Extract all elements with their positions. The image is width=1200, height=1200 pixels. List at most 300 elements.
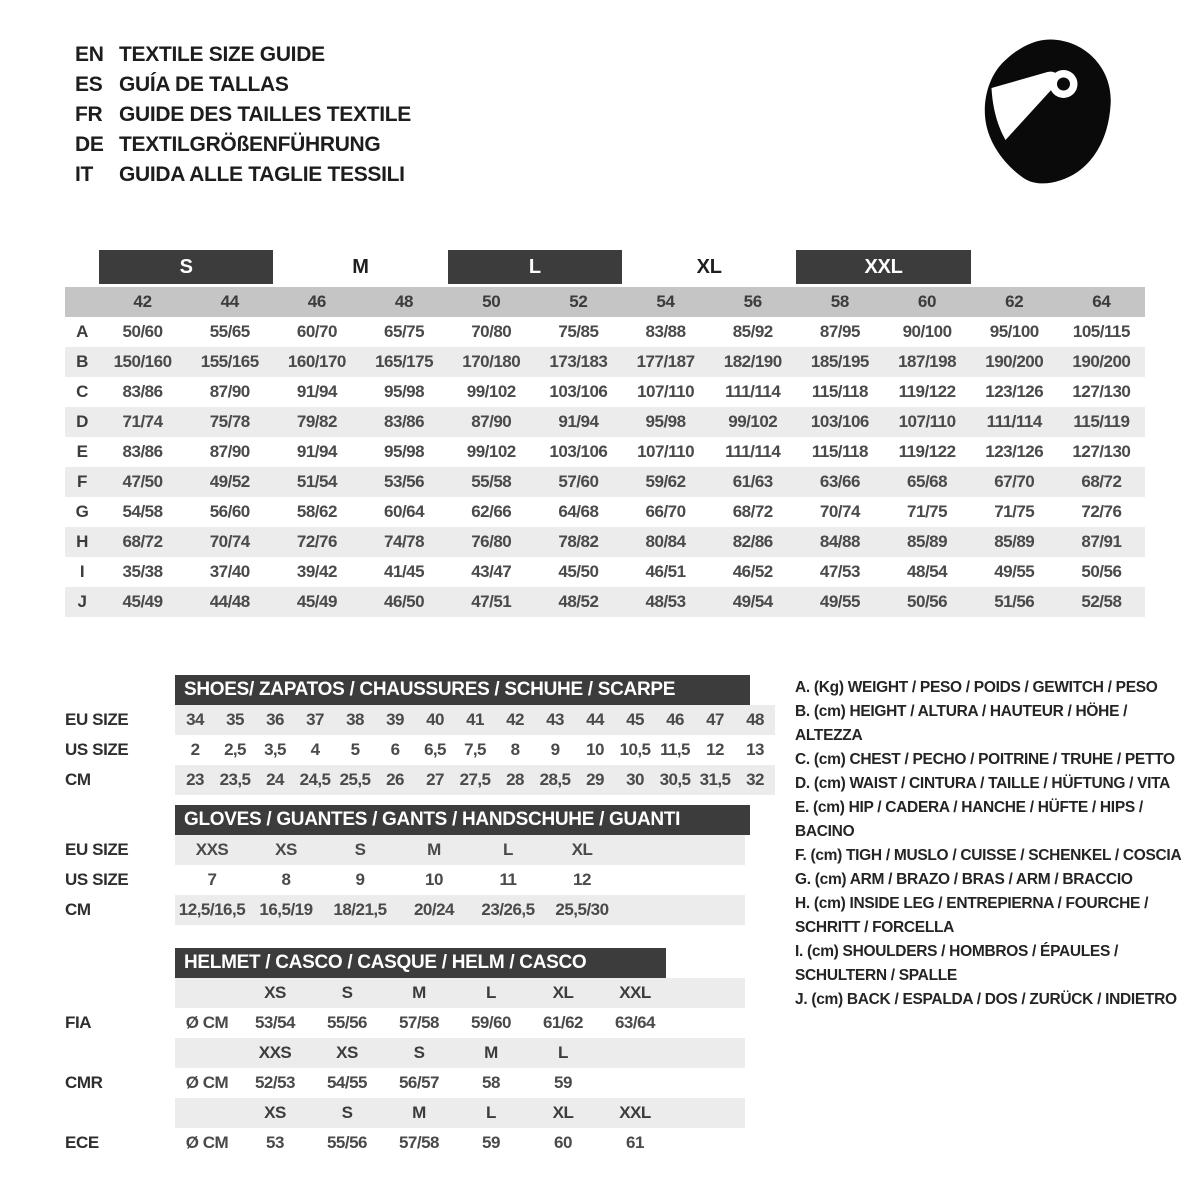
table-cell: 45/49 — [296, 592, 337, 611]
legend-item: J. (cm) BACK / ESPALDA / DOS / ZURÜCK / INDIETRO — [795, 991, 1177, 1008]
table-cell: 49/54 — [732, 592, 773, 611]
table-cell: 37 — [306, 710, 324, 729]
band-cells — [175, 740, 775, 760]
table-cell: 59/62 — [645, 472, 686, 491]
table-cell: 11 — [499, 870, 517, 889]
size-group-spacer — [971, 250, 1058, 284]
band — [175, 1038, 745, 1068]
size-group-header-row — [65, 250, 1145, 284]
helmet-standard-row-fia — [65, 1008, 1165, 1038]
table-cell: 53/56 — [384, 472, 425, 491]
table-cell: 45/49 — [122, 592, 163, 611]
measurement-row-d — [65, 407, 1145, 437]
table-cell: L — [503, 840, 513, 859]
table-cell: 31,5 — [699, 770, 731, 789]
table-cell: 46/52 — [732, 562, 773, 581]
table-cell: XXS — [195, 840, 229, 859]
table-cell: XXL — [619, 983, 651, 1002]
table-cell: 60/64 — [384, 502, 425, 521]
row-label: ECE — [65, 1133, 99, 1152]
table-cell: S — [354, 840, 366, 859]
table-cell: 41/45 — [384, 562, 425, 581]
numeric-size-header: 58 — [830, 292, 850, 311]
table-cell: 55/58 — [471, 472, 512, 491]
table-cell: 25,5 — [339, 770, 371, 789]
table-cell: 87/90 — [209, 382, 250, 401]
row-letter: B — [76, 352, 88, 371]
table-cell: 115/118 — [811, 382, 868, 401]
row-letter: D — [76, 412, 88, 431]
table-cell: XS — [264, 983, 286, 1002]
table-cell: 64/68 — [558, 502, 599, 521]
helmet-size-row — [65, 1038, 1165, 1068]
table-cell: 30 — [626, 770, 644, 789]
row-label: US SIZE — [65, 740, 129, 759]
table-cell: 59 — [482, 1133, 500, 1152]
numeric-size-header: 64 — [1092, 292, 1111, 311]
table-cell: 28 — [506, 770, 524, 789]
table-cell: 72/76 — [296, 532, 337, 551]
table-cell: M — [484, 1043, 498, 1062]
row-letter: F — [77, 472, 87, 491]
table-cell: 107/110 — [898, 412, 956, 431]
table-cell: 2 — [190, 740, 200, 759]
table-cell: 35 — [226, 710, 244, 729]
table-cell: 160/170 — [287, 352, 346, 371]
row-label — [65, 1038, 175, 1068]
numeric-size-header: 50 — [482, 292, 501, 311]
table-cell: L — [486, 983, 496, 1002]
table-cell: 32 — [746, 770, 764, 789]
table-cell: XL — [552, 1103, 574, 1122]
table-cell: 3,5 — [264, 740, 286, 759]
table-cell: 34 — [186, 710, 204, 729]
table-cell: 91/94 — [296, 382, 337, 401]
band — [175, 1128, 745, 1158]
table-cell: 44/48 — [209, 592, 250, 611]
table-cell: 95/98 — [384, 442, 425, 461]
legend-item: F. (cm) TIGH / MUSLO / CUISSE / SCHENKEL / COSCIA — [795, 847, 1182, 864]
table-cell: 59/60 — [470, 1013, 512, 1032]
legend-item: I. (cm) SHOULDERS / HOMBROS / ÉPAULES / SCHULTERN / SPALLE — [795, 943, 1119, 984]
measurement-row-e — [65, 437, 1145, 467]
table-cell: XS — [264, 1103, 286, 1122]
table-cell: XS — [275, 840, 297, 859]
table-cell: 85/89 — [907, 532, 948, 551]
numeric-size-header-row — [65, 287, 1145, 317]
table-cell: 95/98 — [384, 382, 425, 401]
numeric-size-header: 52 — [569, 292, 588, 311]
table-cell — [599, 1073, 671, 1093]
table-cell: 60/70 — [296, 322, 337, 341]
table-cell: 87/91 — [1081, 532, 1122, 551]
legend-item: E. (cm) HIP / CADERA / HANCHE / HÜFTE / HIPS / BACINO — [795, 799, 1143, 840]
row-label: EU SIZE — [65, 840, 129, 859]
table-cell: 10,5 — [619, 740, 651, 759]
table-cell: 61/63 — [732, 472, 773, 491]
unit-cell: Ø CM — [185, 1073, 229, 1092]
table-cell: 6,5 — [424, 740, 446, 759]
helmet-size-row — [65, 1098, 1165, 1128]
row-letter: I — [79, 562, 85, 581]
table-cell: 83/86 — [122, 442, 163, 461]
table-cell: 99/102 — [466, 442, 516, 461]
language-title-block — [75, 40, 411, 190]
table-cell: 10 — [425, 870, 443, 889]
language-row — [75, 70, 411, 100]
table-cell: 127/130 — [1072, 442, 1131, 461]
guide-title: GUÍA DE TALLAS — [119, 73, 289, 96]
table-cell: 9 — [355, 870, 365, 889]
table-cell: 65/75 — [384, 322, 425, 341]
legend-item: A. (Kg) WEIGHT / PESO / POIDS / GEWITCH / PESO — [795, 679, 1158, 696]
table-cell: 57/58 — [398, 1013, 440, 1032]
table-cell: 46/51 — [645, 562, 686, 581]
table-cell: S — [341, 1103, 353, 1122]
row-label — [65, 978, 175, 1008]
table-cell: 66/70 — [645, 502, 686, 521]
unit-cell: Ø CM — [185, 1133, 229, 1152]
legend-item: D. (cm) WAIST / CINTURA / TAILLE / HÜFTUNG / VITA — [795, 775, 1171, 792]
table-cell: 68/72 — [732, 502, 773, 521]
table-cell: 12,5/16,5 — [178, 900, 246, 919]
language-row — [75, 100, 411, 130]
table-cell: 49/52 — [209, 472, 250, 491]
table-cell: 87/95 — [819, 322, 860, 341]
table-cell: 83/88 — [645, 322, 686, 341]
measurement-rows — [65, 317, 1145, 617]
size-group-xxl: XXL — [796, 250, 970, 284]
legend-item: C. (cm) CHEST / PECHO / POITRINE / TRUHE / PETTO — [795, 751, 1175, 768]
table-cell: 57/60 — [558, 472, 599, 491]
table-cell: 55/56 — [326, 1133, 368, 1152]
table-cell: 44 — [586, 710, 604, 729]
table-cell: 39 — [386, 710, 404, 729]
measurement-row-f — [65, 467, 1145, 497]
table-cell: M — [412, 1103, 426, 1122]
band — [175, 1008, 745, 1038]
numeric-size-header: 60 — [917, 292, 937, 311]
table-cell: 90/100 — [902, 322, 952, 341]
band — [175, 1098, 745, 1128]
language-row — [75, 40, 411, 70]
table-cell: 49/55 — [994, 562, 1035, 581]
table-cell: 87/90 — [209, 442, 250, 461]
band-cells — [175, 770, 775, 790]
table-cell: 74/78 — [384, 532, 425, 551]
language-code: DE — [75, 133, 104, 156]
row-label: FIA — [65, 1013, 92, 1032]
table-cell: M — [412, 983, 426, 1002]
table-cell: 70/74 — [209, 532, 250, 551]
table-cell: 119/122 — [898, 382, 956, 401]
table-cell: 165/175 — [375, 352, 434, 371]
table-cell: 68/72 — [1081, 472, 1122, 491]
table-cell: 95/98 — [645, 412, 686, 431]
table-cell: 61/62 — [542, 1013, 584, 1032]
table-cell: 51/56 — [994, 592, 1035, 611]
table-cell: 78/82 — [558, 532, 599, 551]
helmet-standard-row-ece — [65, 1128, 1165, 1158]
table-cell: 51/54 — [296, 472, 337, 491]
guide-title: TEXTILGRÖßENFÜHRUNG — [119, 133, 381, 156]
table-cell: 83/86 — [122, 382, 163, 401]
table-cell: 59 — [554, 1073, 572, 1092]
table-cell: 70/74 — [819, 502, 860, 521]
numeric-size-header: 46 — [307, 292, 327, 311]
table-cell: 72/76 — [1081, 502, 1122, 521]
table-cell: 107/110 — [637, 442, 695, 461]
table-cell: 103/106 — [549, 442, 608, 461]
guide-title: TEXTILE SIZE GUIDE — [119, 43, 325, 66]
band-cells — [175, 983, 671, 1003]
table-cell: 8 — [510, 740, 520, 759]
table-cell: 23/26,5 — [481, 900, 535, 919]
row-label: US SIZE — [65, 870, 129, 889]
table-cell: 56/60 — [209, 502, 250, 521]
table-cell: 60 — [554, 1133, 572, 1152]
table-cell: 54/58 — [122, 502, 163, 521]
table-cell: 95/100 — [989, 322, 1039, 341]
table-cell: 79/82 — [296, 412, 337, 431]
helmet-title-bar: HELMET / CASCO / CASQUE / HELM / CASCO — [175, 948, 666, 978]
table-cell: 35/38 — [122, 562, 163, 581]
table-cell: M — [427, 840, 441, 859]
band — [175, 705, 775, 735]
row-letter: G — [75, 502, 89, 521]
row-label: CMR — [65, 1073, 103, 1092]
table-cell: 46 — [666, 710, 684, 729]
table-cell: 47/53 — [819, 562, 860, 581]
table-cell: 85/92 — [732, 322, 773, 341]
table-cell: 150/160 — [113, 352, 172, 371]
table-cell: 40 — [426, 710, 444, 729]
band-cells — [175, 900, 619, 920]
band-cells — [175, 870, 619, 890]
table-cell: 42 — [506, 710, 524, 729]
table-cell: 55/56 — [326, 1013, 368, 1032]
table-cell: 115/119 — [1073, 412, 1130, 431]
language-code: FR — [75, 103, 103, 126]
table-cell: 18/21,5 — [333, 900, 387, 919]
racing-helmet-icon — [975, 36, 1130, 196]
table-cell: 46/50 — [384, 592, 425, 611]
table-cell: 84/88 — [819, 532, 860, 551]
table-cell: 24 — [266, 770, 284, 789]
table-cell: 36 — [266, 710, 284, 729]
numeric-size-header: 56 — [743, 292, 762, 311]
table-cell: 107/110 — [637, 382, 695, 401]
table-cell: 10 — [586, 740, 604, 759]
table-cell: 8 — [281, 870, 291, 889]
table-cell: 57/58 — [398, 1133, 440, 1152]
table-cell: 170/180 — [462, 352, 521, 371]
table-cell: 43/47 — [471, 562, 512, 581]
size-group-xl: XL — [696, 255, 722, 278]
table-cell: 71/74 — [122, 412, 163, 431]
table-cell: 127/130 — [1072, 382, 1131, 401]
table-cell: 61 — [626, 1133, 644, 1152]
table-cell: XL — [552, 983, 574, 1002]
table-cell: 53/54 — [254, 1013, 296, 1032]
table-cell: 71/75 — [907, 502, 948, 521]
band — [175, 978, 745, 1008]
textile-size-table — [65, 250, 1145, 617]
table-cell: 99/102 — [466, 382, 516, 401]
band — [175, 735, 775, 765]
table-cell: 38 — [346, 710, 364, 729]
row-letter: A — [76, 322, 88, 341]
table-cell: 12 — [573, 870, 591, 889]
unit-cell — [175, 983, 239, 1003]
table-cell: 43 — [546, 710, 564, 729]
table-cell: 50/56 — [907, 592, 948, 611]
table-cell: 23,5 — [219, 770, 251, 789]
table-cell: 123/126 — [985, 442, 1044, 461]
table-cell: 119/122 — [898, 442, 956, 461]
table-cell: 76/80 — [471, 532, 512, 551]
table-cell: 82/86 — [732, 532, 773, 551]
table-cell: 185/195 — [810, 352, 869, 371]
band — [175, 895, 745, 925]
table-cell: 47 — [706, 710, 724, 729]
legend-item: G. (cm) ARM / BRAZO / BRAS / ARM / BRACCIO — [795, 871, 1133, 888]
table-cell: 187/198 — [898, 352, 957, 371]
table-cell: 5 — [350, 740, 360, 759]
table-cell: 45 — [626, 710, 644, 729]
language-code: ES — [75, 73, 103, 96]
table-cell: 6 — [390, 740, 400, 759]
band-cells — [175, 1073, 671, 1093]
numeric-size-header: 48 — [394, 292, 414, 311]
table-cell: 47/50 — [122, 472, 163, 491]
table-cell: 80/84 — [645, 532, 686, 551]
table-cell: 103/106 — [549, 382, 608, 401]
size-group-m: M — [352, 255, 369, 278]
row-label: CM — [65, 770, 91, 789]
band — [175, 865, 745, 895]
table-cell: XXS — [258, 1043, 292, 1062]
table-cell: 41 — [466, 710, 484, 729]
table-cell: 62/66 — [471, 502, 512, 521]
table-cell: 27,5 — [459, 770, 491, 789]
table-cell: 50/60 — [122, 322, 163, 341]
row-letter: C — [76, 382, 88, 401]
table-cell: 48/54 — [907, 562, 948, 581]
row-label: CM — [65, 900, 91, 919]
language-row — [75, 160, 411, 190]
table-cell: 52/58 — [1081, 592, 1122, 611]
table-cell: 65/68 — [907, 472, 948, 491]
measurement-row-i — [65, 557, 1145, 587]
helmet-standard-row-cmr — [65, 1068, 1165, 1098]
table-cell: 190/200 — [985, 352, 1044, 371]
table-cell: 190/200 — [1072, 352, 1131, 371]
table-cell: 29 — [586, 770, 604, 789]
table-cell: 7,5 — [464, 740, 486, 759]
guide-title: GUIDE DES TAILLES TEXTILE — [119, 103, 411, 126]
table-cell: 56/57 — [398, 1073, 440, 1092]
table-cell: 45/50 — [558, 562, 599, 581]
table-cell: 16,5/19 — [259, 900, 313, 919]
size-group-s: S — [99, 250, 273, 284]
table-cell: 26 — [386, 770, 404, 789]
table-cell: 53 — [266, 1133, 284, 1152]
table-cell: 58/62 — [296, 502, 337, 521]
table-cell: 182/190 — [723, 352, 782, 371]
measurement-row-b — [65, 347, 1145, 377]
table-cell: 2,5 — [224, 740, 246, 759]
table-cell: 23 — [186, 770, 204, 789]
table-cell: 27 — [426, 770, 444, 789]
table-cell: 25,5/30 — [555, 900, 609, 919]
table-cell: 7 — [207, 870, 217, 889]
table-cell: 63/66 — [819, 472, 860, 491]
band-cells — [175, 840, 619, 860]
table-cell: 87/90 — [471, 412, 512, 431]
numeric-size-header: 62 — [1005, 292, 1024, 311]
table-cell: 55/65 — [209, 322, 250, 341]
table-cell: 75/78 — [209, 412, 250, 431]
table-cell: 91/94 — [558, 412, 599, 431]
table-cell: 99/102 — [728, 412, 778, 431]
unit-cell: Ø CM — [185, 1013, 229, 1032]
table-cell: 37/40 — [209, 562, 250, 581]
table-cell: XXL — [619, 1103, 651, 1122]
row-letter: E — [76, 442, 88, 461]
table-cell: 85/89 — [994, 532, 1035, 551]
table-cell: 68/72 — [122, 532, 163, 551]
measurement-row-h — [65, 527, 1145, 557]
shoes-title-bar: SHOES/ ZAPATOS / CHAUSSURES / SCHUHE / SCARPE — [175, 675, 750, 705]
table-cell: XL — [571, 840, 593, 859]
table-cell: 155/165 — [200, 352, 259, 371]
table-cell: 52/53 — [254, 1073, 296, 1092]
gloves-title-bar: GLOVES / GUANTES / GANTS / HANDSCHUHE / GUANTI — [175, 805, 750, 835]
table-cell: L — [558, 1043, 568, 1062]
table-cell: 71/75 — [994, 502, 1035, 521]
table-cell: 28,5 — [539, 770, 571, 789]
table-cell: 20/24 — [413, 900, 455, 919]
numeric-size-header: 44 — [220, 292, 239, 311]
row-letter: H — [76, 532, 88, 551]
table-cell: 12 — [706, 740, 724, 759]
table-cell: 111/114 — [725, 382, 781, 401]
table-cell — [599, 1043, 671, 1063]
legend-item: B. (cm) HEIGHT / ALTURA / HAUTEUR / HÖHE / ALTEZZA — [795, 703, 1128, 744]
measurement-row-j — [65, 587, 1145, 617]
table-cell: 123/126 — [985, 382, 1044, 401]
row-label — [65, 1098, 175, 1128]
table-cell: 67/70 — [994, 472, 1035, 491]
size-group-l: L — [448, 250, 622, 284]
unit-cell — [175, 1043, 239, 1063]
table-cell: 63/64 — [614, 1013, 656, 1032]
table-cell: 83/86 — [384, 412, 425, 431]
numeric-size-header: 54 — [656, 292, 675, 311]
table-cell: 9 — [550, 740, 560, 759]
table-cell: 91/94 — [296, 442, 337, 461]
table-cell: 24,5 — [299, 770, 331, 789]
row-letter: J — [77, 592, 87, 611]
band — [175, 1068, 745, 1098]
unit-cell — [175, 1103, 239, 1123]
measurement-row-c — [65, 377, 1145, 407]
table-cell: 58 — [482, 1073, 500, 1092]
table-cell: 50/56 — [1081, 562, 1122, 581]
table-cell: 48/53 — [645, 592, 686, 611]
band-cells — [175, 1013, 671, 1033]
